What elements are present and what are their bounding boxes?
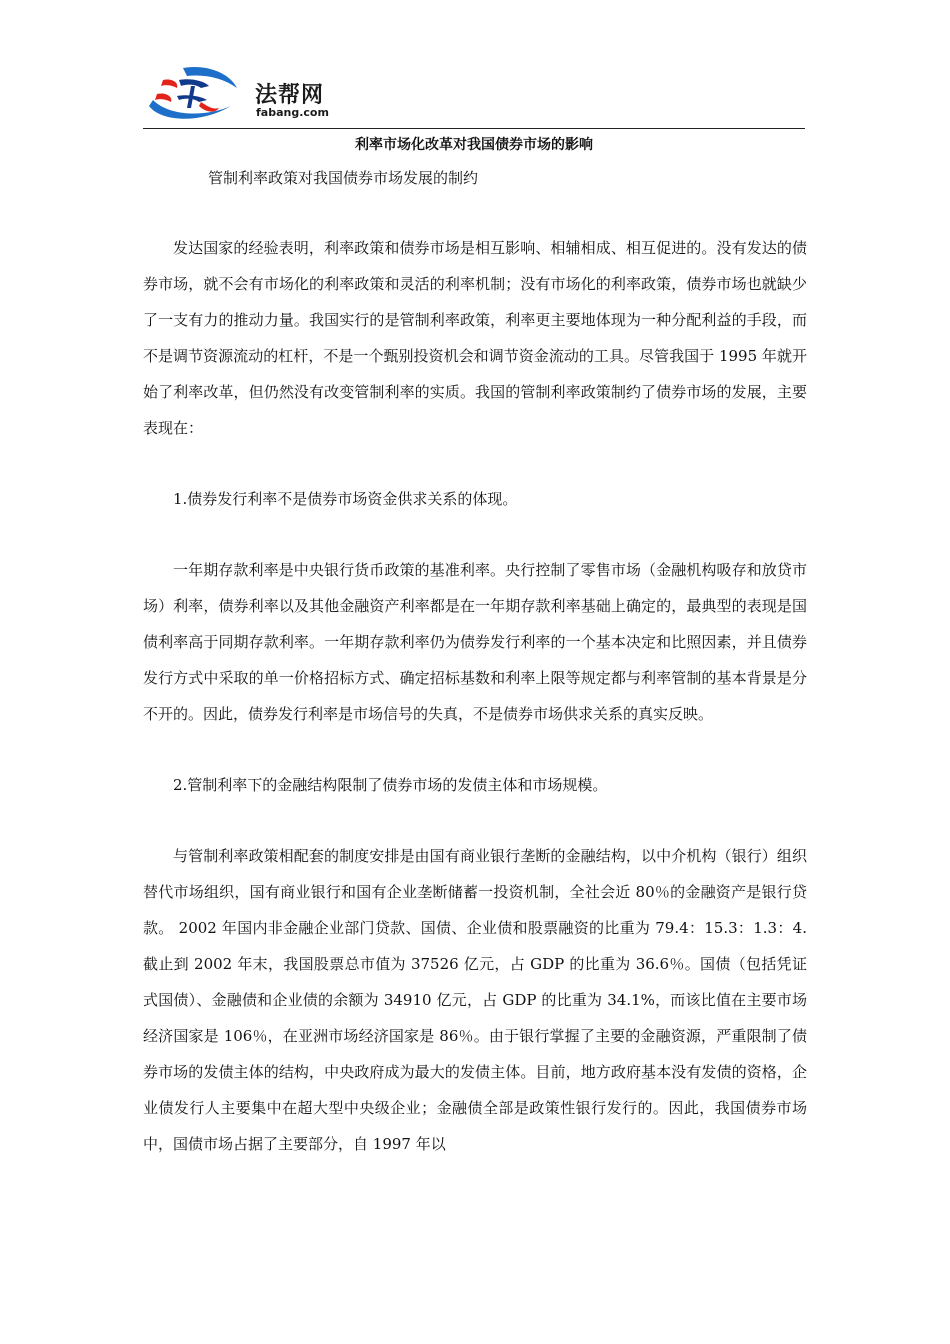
site-logo-name[interactable]: 法帮网	[255, 83, 325, 108]
body-paragraph: 与管制利率政策相配套的制度安排是由国有商业银行垄断的金融结构，以中介机构（银行）组织替代市场组织，国有商业银行和国有企业垄断储蓄一投资机制，全社会近 80％的金融资产是银行贷款。 2002 年国内非金融企业部门贷款、国债、企业债和股票融资的比重为 79.4：15.3：1.3：4.截止到 2002 年末，我国股票总市值为 37526 亿元，占 GDP 的比重为 36.6％。国债（包括凭证式国债）、金融债和企业债的余额为 34910 亿元，占 GDP 的比重为 34.1%，而该比值在主要市场经济国家是 106％，在亚洲市场经济国家是 86％。由于银行掌握了主要的金融资源，严重限制了债券市场的发债主体的结构，中央政府成为最大的发债主体。目前，地方政府基本没有发债的资格，企业债发行人主要集中在超大型中央级企业；金融债全部是政策性银行发行的。因此，我国债券市场中，国债市场占据了主要部分，自 1997 年以	[143, 847, 807, 1153]
body-paragraph: 2.管制利率下的金融结构限制了债券市场的发债主体和市场规模。	[173, 776, 608, 794]
body-paragraph: 发达国家的经验表明，利率政策和债券市场是相互影响、相辅相成、相互促进的。没有发达的债券市场，就不会有市场化的利率政策和灵活的利率机制；没有市场化的利率政策，债券市场也就缺少了一支有力的推动力量。我国实行的是管制利率政策，利率更主要地体现为一种分配利益的手段，而不是调节资源流动的杠杆，不是一个甄别投资机会和调节资金流动的工具。尽管我国于 1995 年就开始了利率改革，但仍然没有改变管制利率的实质。我国的管制利率政策制约了债券市场的发展，主要表现在：	[143, 239, 807, 437]
document-body	[143, 230, 807, 1162]
body-paragraph: 一年期存款利率是中央银行货币政策的基准利率。央行控制了零售市场（金融机构吸存和放贷市场）利率，债券利率以及其他金融资产利率都是在一年期存款利率基础上确定的，最典型的表现是国债利率高于同期存款利率。一年期存款利率仍为债券发行利率的一个基本决定和比照因素，并且债券发行方式中采取的单一价格招标方式、确定招标基数和利率上限等规定都与利率管制的基本背景是分不开的。因此，债券发行利率是市场信号的失真，不是债券市场供求关系的真实反映。	[143, 561, 807, 723]
fabang-logo-icon	[143, 62, 243, 126]
document-title: 利率市场化改革对我国债券市场的影响	[355, 137, 593, 153]
site-logo-domain[interactable]: fabang.com	[256, 106, 329, 119]
body-paragraph: 1.债券发行利率不是债券市场资金供求关系的体现。	[173, 490, 518, 508]
header-divider	[143, 128, 805, 129]
document-subtitle: 管制利率政策对我国债券市场发展的制约	[208, 169, 479, 187]
site-header	[143, 62, 805, 128]
